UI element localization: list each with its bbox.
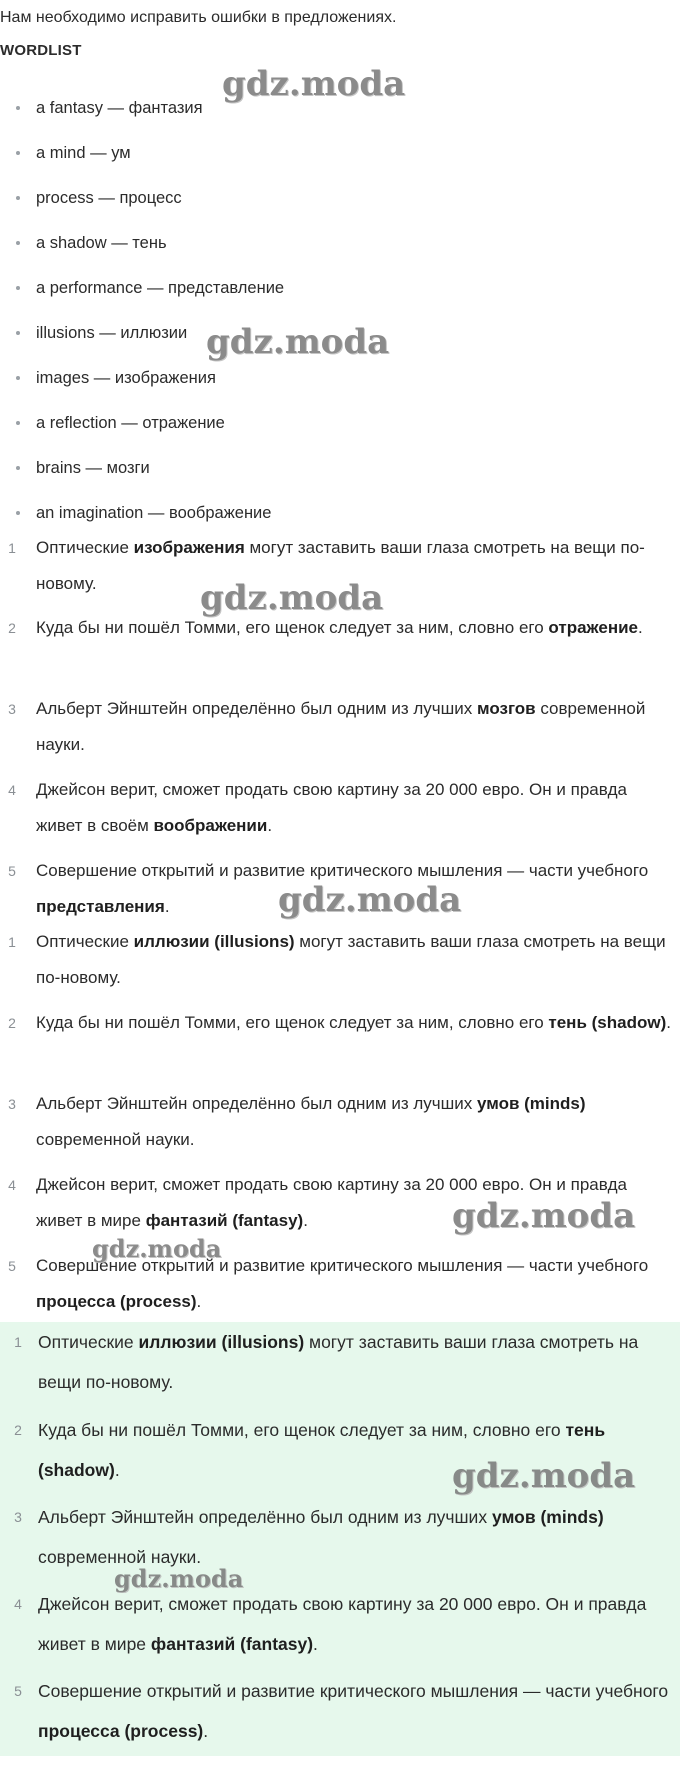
watermark: gdz.moda bbox=[92, 1234, 222, 1263]
bullet-icon bbox=[16, 286, 20, 290]
wordlist-item-text: images — изображения bbox=[36, 369, 216, 387]
wordlist-item-text: an imagination — воображение bbox=[36, 504, 272, 522]
original-sentence-5: Совершение открытий и развитие критического мышления — части учебного представления. bbox=[36, 861, 649, 916]
item-number: 1 bbox=[14, 1334, 22, 1350]
original-sentence-3: Альберт Эйнштейн определённо был одним из лучших мозгов современной науки. bbox=[36, 699, 646, 754]
watermark: gdz.moda bbox=[114, 1564, 244, 1593]
wordlist-item-text: process — процесс bbox=[36, 189, 182, 207]
wordlist-item-text: a performance — представление bbox=[36, 279, 285, 297]
original-sentence-4: Джейсон верит, сможет продать свою картину за 20 000 евро. Он и правда живет в своём воображении. bbox=[36, 780, 627, 835]
answer-sentence-3: Альберт Эйнштейн определённо был одним из лучших умов (minds) современной науки. bbox=[38, 1507, 604, 1567]
corrected-sentence-3: Альберт Эйнштейн определённо был одним из лучших умов (minds) современной науки. bbox=[36, 1094, 586, 1149]
bullet-icon bbox=[16, 151, 20, 155]
watermark: gdz.moda bbox=[452, 1196, 636, 1236]
answer-sentence-2: Куда бы ни пошёл Томми, его щенок следует за ним, словно его тень (shadow). bbox=[38, 1420, 606, 1480]
answer-block bbox=[0, 1322, 680, 1756]
corrected-sentence-1: Оптические иллюзии (illusions) могут заставить ваши глаза смотреть на вещи по-новому. bbox=[36, 932, 666, 987]
item-number: 2 bbox=[8, 620, 16, 636]
answer-sentence-4: Джейсон верит, сможет продать свою картину за 20 000 евро. Он и правда живет в мире фантазий (fantasy). bbox=[38, 1594, 647, 1654]
watermark: gdz.moda bbox=[206, 322, 390, 362]
item-number: 2 bbox=[8, 1015, 16, 1031]
answer-sentence-5: Совершение открытий и развитие критического мышления — части учебного процесса (process). bbox=[38, 1681, 669, 1741]
wordlist-item-text: a shadow — тень bbox=[36, 234, 167, 252]
bullet-icon bbox=[16, 376, 20, 380]
item-number: 1 bbox=[8, 540, 16, 556]
item-number: 3 bbox=[14, 1509, 22, 1525]
corrected-sentence-4: Джейсон верит, сможет продать свою картину за 20 000 евро. Он и правда живет в мире фантазий (fantasy). bbox=[36, 1175, 627, 1230]
bullet-icon bbox=[16, 106, 20, 110]
item-number: 5 bbox=[8, 1258, 16, 1274]
corrected-sentence-5: Совершение открытий и развитие критического мышления — части учебного процесса (process). bbox=[36, 1256, 649, 1311]
item-number: 3 bbox=[8, 1096, 16, 1112]
watermark: gdz.moda bbox=[222, 64, 406, 104]
item-number: 5 bbox=[14, 1683, 22, 1699]
bullet-icon bbox=[16, 196, 20, 200]
item-number: 4 bbox=[8, 1177, 16, 1193]
item-number: 1 bbox=[8, 934, 16, 950]
bullet-icon bbox=[16, 466, 20, 470]
bullet-icon bbox=[16, 511, 20, 515]
bullet-icon bbox=[16, 241, 20, 245]
wordlist-item-text: brains — мозги bbox=[36, 459, 150, 477]
bullet-icon bbox=[16, 421, 20, 425]
wordlist-item-text: a mind — ум bbox=[36, 144, 131, 162]
item-number: 2 bbox=[14, 1422, 22, 1438]
watermark: gdz.moda bbox=[200, 578, 384, 618]
item-number: 4 bbox=[8, 782, 16, 798]
wordlist-item-text: a reflection — отражение bbox=[36, 414, 225, 432]
wordlist-item-text: a fantasy — фантазия bbox=[36, 99, 203, 117]
wordlist-title: WORDLIST bbox=[0, 42, 82, 59]
answer-sentence-1: Оптические иллюзии (illusions) могут заставить ваши глаза смотреть на вещи по-новому. bbox=[38, 1332, 639, 1392]
intro-text: Нам необходимо исправить ошибки в предложениях. bbox=[0, 9, 397, 26]
item-number: 5 bbox=[8, 863, 16, 879]
item-number: 4 bbox=[14, 1596, 22, 1612]
corrected-sentence-2: Куда бы ни пошёл Томми, его щенок следует за ним, словно его тень (shadow). bbox=[36, 1013, 671, 1032]
wordlist-item-text: illusions — иллюзии bbox=[36, 324, 188, 342]
original-sentence-2: Куда бы ни пошёл Томми, его щенок следует за ним, словно его отражение. bbox=[36, 618, 643, 637]
watermark: gdz.moda bbox=[452, 1456, 636, 1496]
bullet-icon bbox=[16, 331, 20, 335]
watermark: gdz.moda bbox=[278, 880, 462, 920]
item-number: 3 bbox=[8, 701, 16, 717]
original-sentence-1: Оптические изображения могут заставить ваши глаза смотреть на вещи по-новому. bbox=[36, 538, 645, 593]
